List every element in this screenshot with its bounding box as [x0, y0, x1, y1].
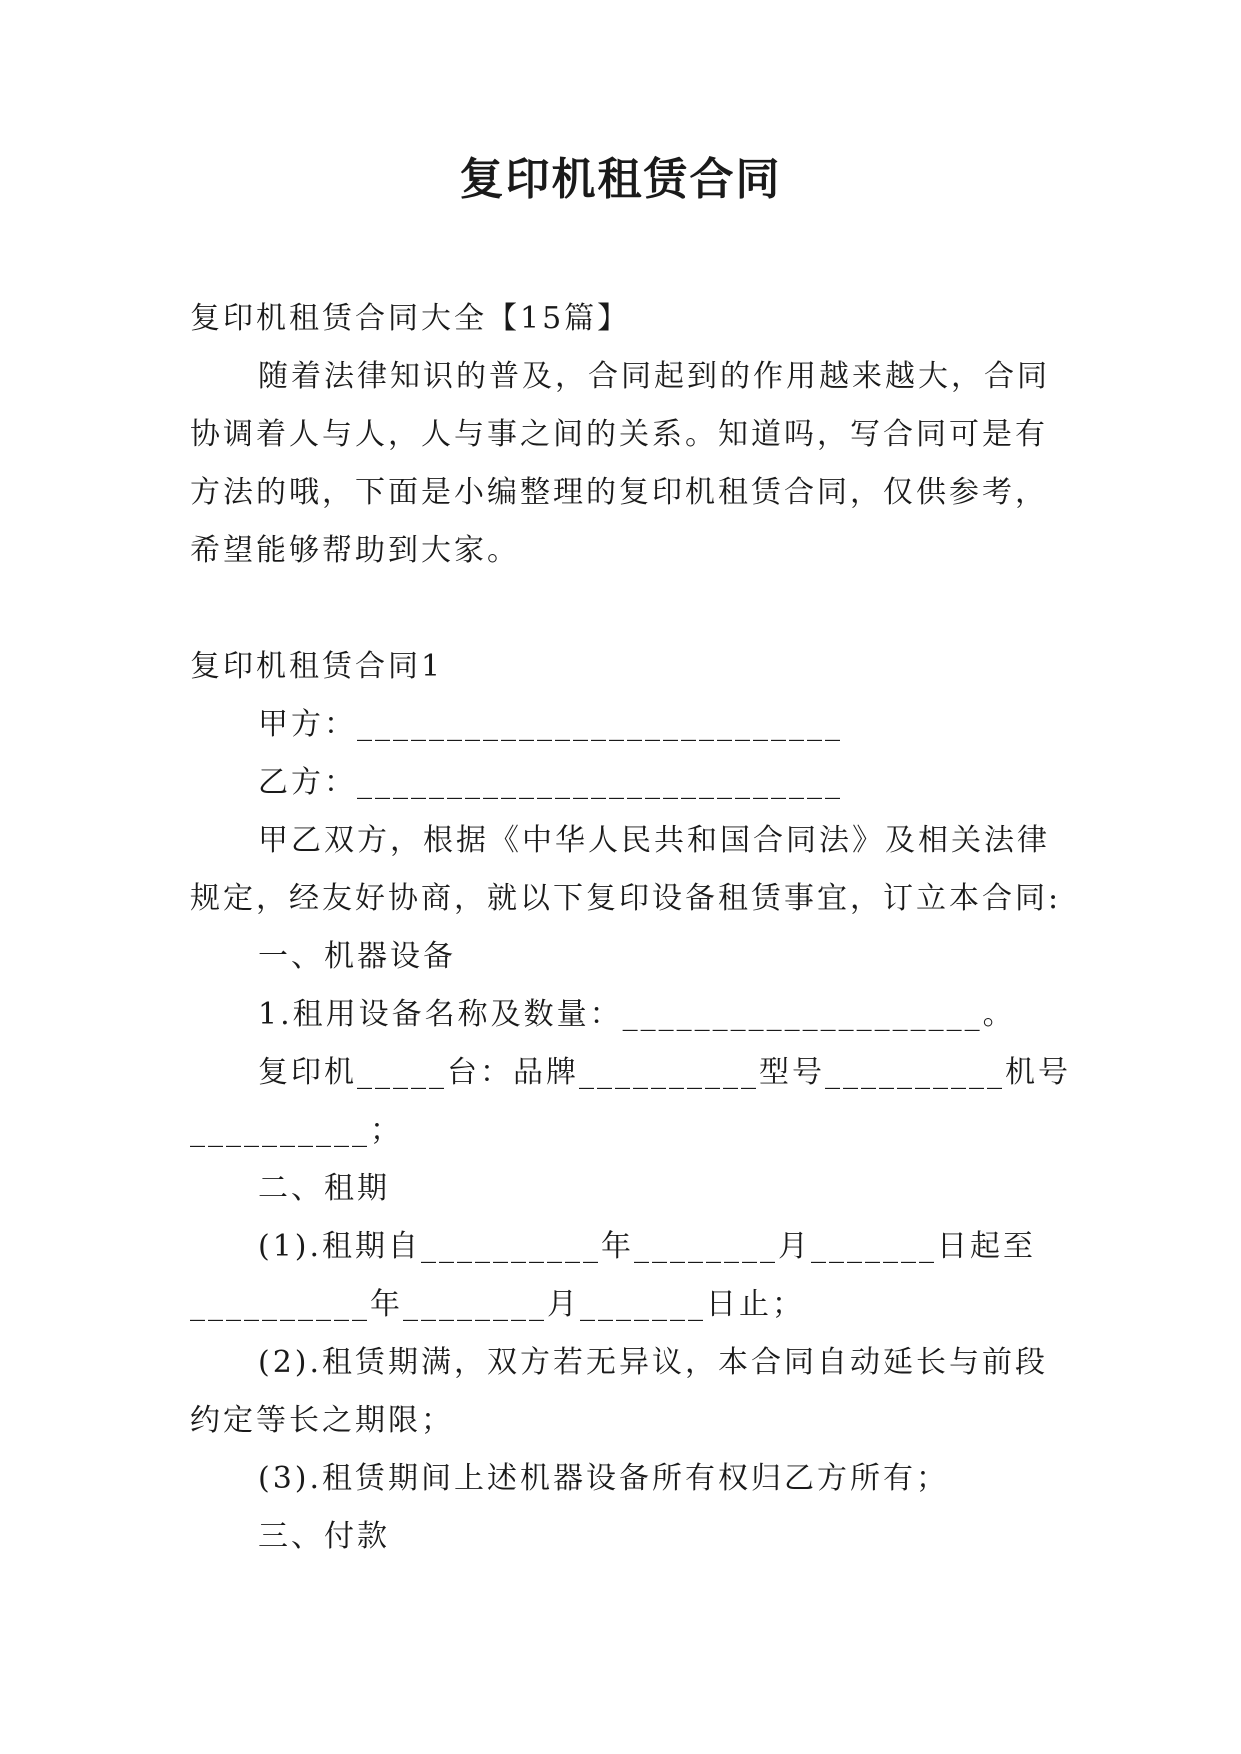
- section-heading-equipment: 一、机器设备: [258, 939, 456, 974]
- term-line: (2).租赁期满，双方若无异议，本合同自动延长与前段: [258, 1345, 1049, 1380]
- equipment-detail-line: 复印机_____台：品牌__________型号__________机号: [258, 1055, 1071, 1090]
- party-b-line: 乙方：___________________________: [258, 765, 843, 800]
- section-heading-payment: 三、付款: [258, 1519, 390, 1554]
- intro-paragraph-line: 希望能够帮助到大家。: [190, 533, 520, 568]
- term-line: 约定等长之期限；: [190, 1403, 454, 1438]
- term-line: __________年________月_______日止；: [190, 1287, 805, 1322]
- term-line: (3).租赁期间上述机器设备所有权归乙方所有；: [258, 1461, 950, 1496]
- equipment-name-line: 1.租用设备名称及数量：____________________。: [258, 997, 1016, 1032]
- party-a-line: 甲方：___________________________: [258, 707, 843, 742]
- intro-paragraph-line: 方法的哦，下面是小编整理的复印机租赁合同，仅供参考，: [190, 475, 1048, 510]
- document-body: [190, 290, 1071, 1566]
- intro-paragraph-line: 协调着人与人，人与事之间的关系。知道吗，写合同可是有: [190, 417, 1048, 452]
- intro-paragraph-line: 随着法律知识的普及，合同起到的作用越来越大，合同: [258, 359, 1050, 394]
- contract-heading: 复印机租赁合同1: [190, 649, 444, 684]
- contract-paragraph-line: 规定，经友好协商，就以下复印设备租赁事宜，订立本合同:: [190, 881, 1062, 916]
- document-title: 复印机租赁合同: [459, 154, 782, 205]
- contract-paragraph-line: 甲乙双方，根据《中华人民共和国合同法》及相关法律: [258, 823, 1050, 858]
- section-spacer: [190, 580, 1050, 638]
- intro-heading: 复印机租赁合同大全【15篇】: [190, 301, 631, 336]
- term-line: (1).租期自__________年________月_______日起至: [258, 1229, 1037, 1264]
- section-heading-term: 二、租期: [258, 1171, 390, 1206]
- equipment-detail-line: __________；: [190, 1113, 403, 1148]
